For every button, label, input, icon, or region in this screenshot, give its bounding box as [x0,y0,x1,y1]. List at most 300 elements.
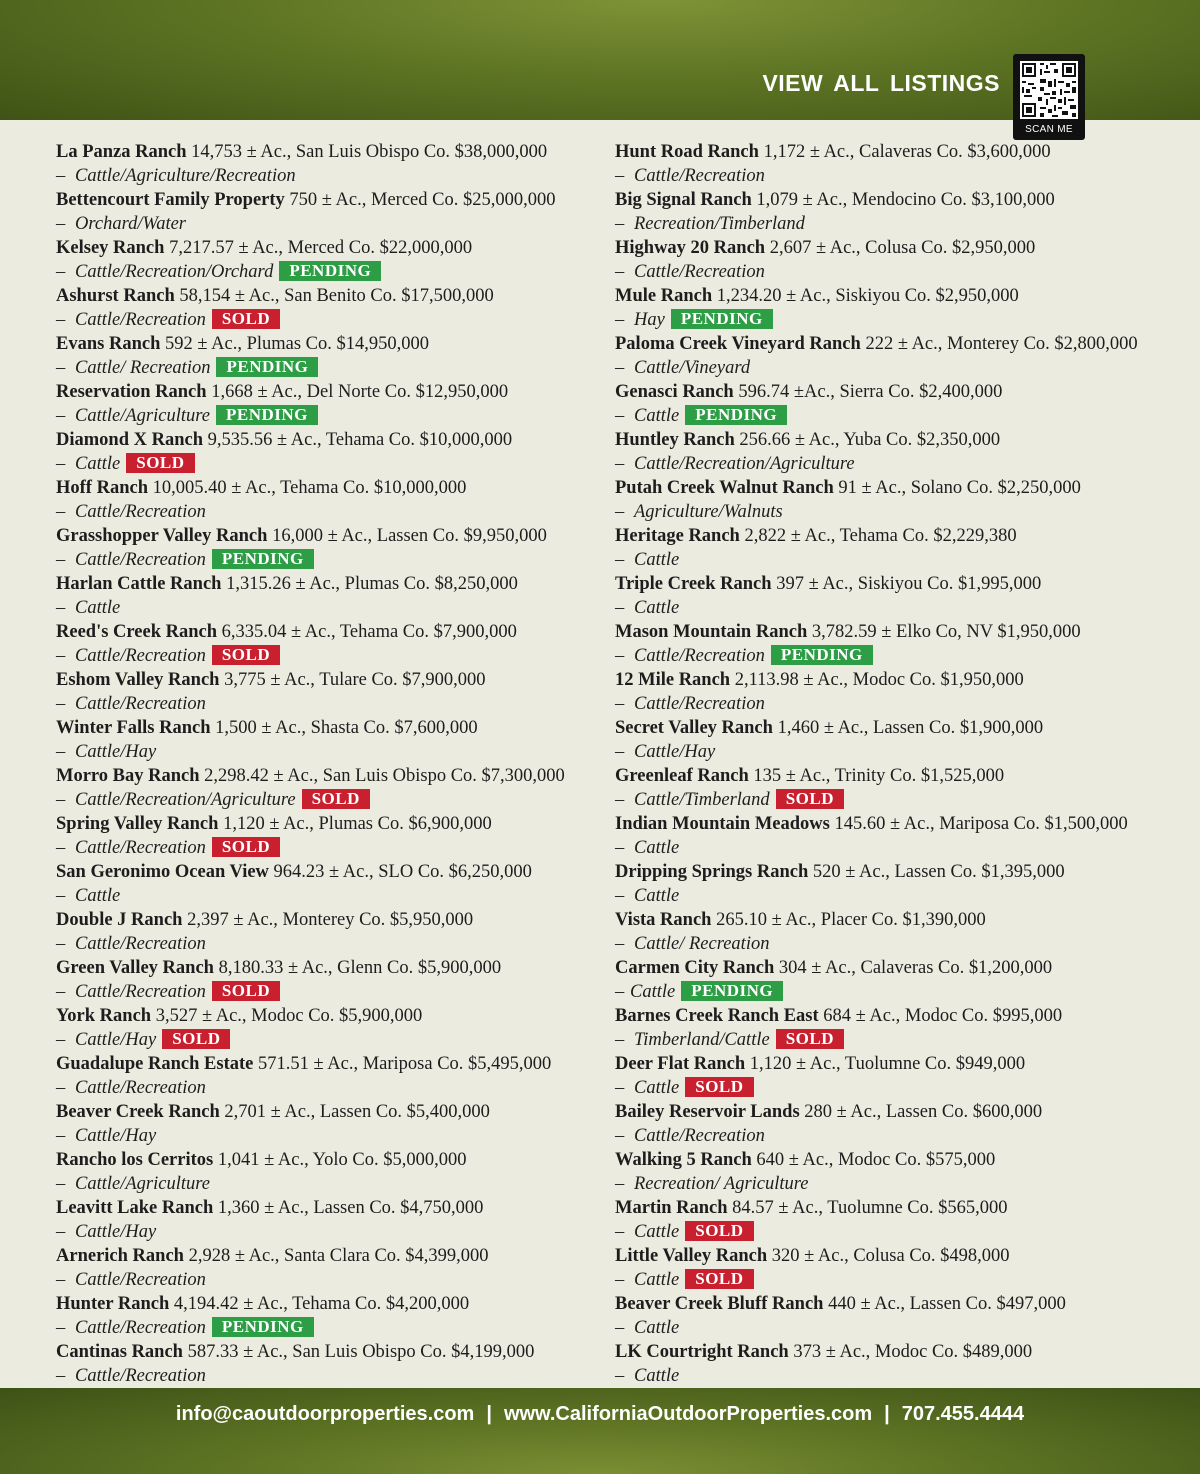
pending-badge: PENDING [212,1317,314,1337]
listing-summary [615,332,1185,356]
dash-separator: – [615,934,625,954]
dash-separator: – [56,502,66,522]
listing-summary [56,1244,601,1268]
listing-name: Walking 5 Ranch [615,1150,752,1170]
dash-separator: – [615,406,625,426]
dash-separator: – [615,1174,625,1194]
listing-uses: Orchard/Water [75,214,186,234]
listing-uses: Cattle/Hay [75,1126,157,1146]
listing-item[interactable] [615,572,1185,620]
listing-details: 91 ± Ac., Solano Co. $2,250,000 [838,478,1081,498]
listing-name: Hoff Ranch [56,478,148,498]
listing-name: Putah Creek Walnut Ranch [615,478,834,498]
listing-summary [56,1148,601,1172]
view-all-listings-title: VIEW ALL LISTINGS [762,70,1000,96]
listing-summary [56,716,601,740]
listing-name: Rancho los Cerritos [56,1150,214,1170]
dash-separator: – [615,598,625,618]
listing-name: Morro Bay Ranch [56,766,200,786]
listing-item[interactable] [615,620,1185,668]
listing-item[interactable] [56,1340,601,1388]
listing-item[interactable] [56,476,601,524]
footer-contact-bar [0,1388,1200,1474]
listing-item[interactable] [615,428,1185,476]
listing-details: 2,701 ± Ac., Lassen Co. $5,400,000 [224,1102,490,1122]
listing-item[interactable] [615,236,1185,284]
listing-uses: Hay [634,310,665,330]
listing-item[interactable] [56,1244,601,1292]
email-link[interactable]: info@caoutdoorproperties.com [175,1403,475,1425]
dash-separator: – [56,1078,66,1098]
listing-name: Eshom Valley Ranch [56,670,220,690]
listing-uses-line [615,164,1185,188]
listing-name: Triple Creek Ranch [615,574,772,594]
dash-separator: – [56,454,66,474]
listing-details: 2,822 ± Ac., Tehama Co. $2,229,380 [744,526,1017,546]
listing-item[interactable] [615,668,1185,716]
listing-item[interactable] [615,860,1185,908]
listing-summary [56,236,601,260]
listing-name: Dripping Springs Ranch [615,862,809,882]
phone-link[interactable]: 707.455.4444 [901,1403,1025,1425]
listing-summary [56,1004,601,1028]
listing-details: 58,154 ± Ac., San Benito Co. $17,500,000 [179,286,494,306]
listing-uses: Cattle [630,982,676,1002]
listing-uses: Cattle/Recreation [75,694,206,714]
listing-name: Green Valley Ranch [56,958,214,978]
listing-uses: Cattle [634,1366,680,1386]
listing-uses-line [56,644,601,668]
listing-item[interactable] [615,956,1185,1004]
listing-uses-line [615,1028,1185,1052]
listing-name: La Panza Ranch [56,142,187,162]
listing-summary [56,428,601,452]
listing-summary [615,1244,1185,1268]
listing-details: 373 ± Ac., Modoc Co. $489,000 [793,1342,1033,1362]
listing-details: 8,180.33 ± Ac., Glenn Co. $5,900,000 [218,958,502,978]
listing-uses-line [615,740,1185,764]
listing-details: 3,775 ± Ac., Tulare Co. $7,900,000 [224,670,486,690]
listing-uses: Cattle [634,1318,680,1338]
listing-uses-line [615,980,1185,1004]
listing-name: Arnerich Ranch [56,1246,184,1266]
listing-item[interactable] [56,428,601,476]
listing-uses: Cattle/Recreation [75,1078,206,1098]
listing-name: Hunter Ranch [56,1294,170,1314]
dash-separator: – [615,358,625,378]
listing-uses-line [615,452,1185,476]
listing-summary [56,1196,601,1220]
dash-separator: – [615,214,625,234]
listing-uses: Cattle/Recreation [75,982,206,1002]
listing-uses: Cattle/Timberland [634,790,770,810]
dash-separator: – [56,934,66,954]
listing-uses-line [56,452,601,476]
sold-badge: SOLD [685,1221,753,1241]
listing-uses-line [615,548,1185,572]
listing-details: 9,535.56 ± Ac., Tehama Co. $10,000,000 [207,430,513,450]
listing-uses-line [56,1028,601,1052]
listing-details: 1,120 ± Ac., Tuolumne Co. $949,000 [749,1054,1026,1074]
listing-item[interactable] [56,908,601,956]
listing-summary [615,572,1185,596]
listing-name: San Geronimo Ocean View [56,862,269,882]
dash-separator: – [615,1222,625,1242]
dash-separator: – [615,1078,625,1098]
listing-name: Big Signal Ranch [615,190,752,210]
listing-details: 440 ± Ac., Lassen Co. $497,000 [828,1294,1066,1314]
listing-uses-line [615,692,1185,716]
listing-uses-line [56,1172,601,1196]
listing-uses-line [56,164,601,188]
listing-uses: Cattle/Vineyard [634,358,751,378]
listing-uses-line [56,596,601,620]
listing-item[interactable] [615,1148,1185,1196]
listing-name: Kelsey Ranch [56,238,165,258]
dash-separator: – [56,838,66,858]
listing-details: 280 ± Ac., Lassen Co. $600,000 [804,1102,1043,1122]
listing-uses-line [56,788,601,812]
listing-item[interactable] [615,908,1185,956]
listing-uses: Cattle/Hay [75,1030,157,1050]
listing-item[interactable] [56,524,601,572]
listing-name: Deer Flat Ranch [615,1054,746,1074]
listing-item[interactable] [56,1052,601,1100]
listing-uses: Cattle [634,1270,680,1290]
listing-name: Winter Falls Ranch [56,718,211,738]
listing-name: Grasshopper Valley Ranch [56,526,268,546]
dash-separator: – [615,1030,625,1050]
listing-name: Double J Ranch [56,910,183,930]
listing-summary [56,1052,601,1076]
listing-item[interactable] [56,140,601,188]
listing-uses: Cattle/Hay [634,742,716,762]
listing-name: Mason Mountain Ranch [615,622,808,642]
listing-uses-line [56,260,601,284]
listing-uses: Cattle/Recreation [634,262,765,282]
website-link[interactable]: www.CaliforniaOutdoorProperties.com [503,1403,873,1425]
listing-details: 7,217.57 ± Ac., Merced Co. $22,000,000 [169,238,473,258]
listing-uses: Cattle [634,550,680,570]
listing-item[interactable] [56,1292,601,1340]
dash-separator: – [615,502,625,522]
listing-name: Paloma Creek Vineyard Ranch [615,334,861,354]
listing-details: 135 ± Ac., Trinity Co. $1,525,000 [753,766,1005,786]
sold-badge: SOLD [302,789,370,809]
listing-summary [615,812,1185,836]
listing-details: 2,298.42 ± Ac., San Luis Obispo Co. $7,300,000 [204,766,565,786]
listing-details: 587.33 ± Ac., San Luis Obispo Co. $4,199,000 [187,1342,535,1362]
listing-details: 1,460 ± Ac., Lassen Co. $1,900,000 [777,718,1044,738]
listing-name: Leavitt Lake Ranch [56,1198,214,1218]
listing-summary [56,908,601,932]
listing-item[interactable] [615,332,1185,380]
listing-item[interactable] [56,236,601,284]
dash-separator: – [56,550,66,570]
listing-uses: Cattle [634,1078,680,1098]
listing-item[interactable] [615,716,1185,764]
listing-uses-line [56,356,601,380]
listing-uses: Cattle/Hay [75,742,157,762]
listing-uses-line [615,260,1185,284]
listing-details: 256.66 ± Ac., Yuba Co. $2,350,000 [739,430,1001,450]
listing-details: 2,928 ± Ac., Santa Clara Co. $4,399,000 [188,1246,489,1266]
listing-uses: Cattle [634,1222,680,1242]
listing-uses: Cattle [634,406,680,426]
sold-badge: SOLD [776,789,844,809]
listing-item[interactable] [615,140,1185,188]
listing-name: Indian Mountain Meadows [615,814,830,834]
qr-code-button[interactable] [1013,54,1085,140]
listing-name: LK Courtright Ranch [615,1342,789,1362]
listing-item[interactable] [56,860,601,908]
listing-uses-line [56,1316,601,1340]
listing-uses: Cattle [75,598,121,618]
pending-badge: PENDING [216,405,318,425]
dash-separator: – [56,166,66,186]
listing-item[interactable] [56,956,601,1004]
listing-item[interactable] [615,1052,1185,1100]
listing-item[interactable] [56,668,601,716]
listing-summary [56,956,601,980]
pending-badge: PENDING [212,549,314,569]
listing-details: 640 ± Ac., Modoc Co. $575,000 [756,1150,996,1170]
listing-details: 592 ± Ac., Plumas Co. $14,950,000 [164,334,430,354]
listing-uses: Cattle [634,838,680,858]
listing-uses-line [56,980,601,1004]
listing-uses-line [56,1124,601,1148]
dash-separator: – [56,1318,66,1338]
listing-summary [615,1340,1185,1364]
listing-uses-line [615,1172,1185,1196]
sold-badge: SOLD [685,1077,753,1097]
listing-summary [56,860,601,884]
listings-column-left [56,140,601,1388]
listing-uses-line [56,1220,601,1244]
listing-name: 12 Mile Ranch [615,670,731,690]
listing-item[interactable] [56,1196,601,1244]
listing-uses-line [615,1220,1185,1244]
listing-item[interactable] [56,812,601,860]
listing-summary [615,860,1185,884]
listing-summary [615,380,1185,404]
listing-details: 84.57 ± Ac., Tuolumne Co. $565,000 [732,1198,1008,1218]
listing-uses: Cattle/Agriculture/Recreation [75,166,296,186]
listing-summary [56,1100,601,1124]
listing-uses-line [56,932,601,956]
listing-details: 684 ± Ac., Modoc Co. $995,000 [823,1006,1063,1026]
listing-name: Reservation Ranch [56,382,207,402]
listing-item[interactable] [56,1100,601,1148]
listing-item[interactable] [615,1004,1185,1052]
pending-badge: PENDING [216,357,318,377]
listing-item[interactable] [615,764,1185,812]
listing-details: 397 ± Ac., Siskiyou Co. $1,995,000 [776,574,1042,594]
listing-item[interactable] [615,1196,1185,1244]
listing-summary [56,140,601,164]
listing-summary [56,476,601,500]
listing-uses-line [615,404,1185,428]
dash-separator: – [615,646,625,666]
listing-uses-line [615,644,1185,668]
listing-name: Diamond X Ranch [56,430,203,450]
listing-item[interactable] [56,332,601,380]
listing-uses-line [615,932,1185,956]
listing-uses-line [615,884,1185,908]
listing-item[interactable] [56,1148,601,1196]
listing-name: Carmen City Ranch [615,958,775,978]
pending-badge: PENDING [671,309,773,329]
listing-name: Heritage Ranch [615,526,740,546]
listing-details: 596.74 ±Ac., Sierra Co. $2,400,000 [738,382,1003,402]
listing-name: Barnes Creek Ranch East [615,1006,819,1026]
listing-uses: Cattle/Recreation [634,1126,765,1146]
listing-uses: Cattle/Recreation [75,1270,206,1290]
dash-separator: – [56,1366,66,1386]
listing-uses-line [56,500,601,524]
listing-details: 520 ± Ac., Lassen Co. $1,395,000 [812,862,1065,882]
listing-item[interactable] [615,188,1185,236]
listing-uses: Cattle/Recreation [75,310,206,330]
pending-badge: PENDING [681,981,783,1001]
listing-summary [56,668,601,692]
dash-separator: – [56,262,66,282]
sold-badge: SOLD [126,453,194,473]
listing-uses-line [615,308,1185,332]
listing-item[interactable] [615,476,1185,524]
listing-item[interactable] [56,620,601,668]
listing-item[interactable] [615,524,1185,572]
listing-uses: Cattle/ Recreation [634,934,770,954]
listing-name: Highway 20 Ranch [615,238,766,258]
listing-summary [615,188,1185,212]
listing-uses-line [615,788,1185,812]
listing-uses: Cattle/Recreation [75,934,206,954]
listing-summary [56,284,601,308]
listing-uses-line [56,884,601,908]
listing-uses-line [56,1076,601,1100]
dash-separator: – [56,406,66,426]
listing-details: 16,000 ± Ac., Lassen Co. $9,950,000 [272,526,547,546]
listing-details: 1,360 ± Ac., Lassen Co. $4,750,000 [217,1198,484,1218]
listing-uses-line [615,212,1185,236]
listing-item[interactable] [56,716,601,764]
dash-separator: – [56,742,66,762]
sold-badge: SOLD [212,837,280,857]
listing-summary [615,956,1185,980]
listing-summary [615,620,1185,644]
listing-item[interactable] [56,188,601,236]
dash-separator: – [56,982,66,1002]
dash-separator: – [615,1270,625,1290]
listing-uses-line [615,1124,1185,1148]
pending-badge: PENDING [771,645,873,665]
listing-item[interactable] [615,380,1185,428]
sold-badge: SOLD [685,1269,753,1289]
listing-summary [615,236,1185,260]
listing-details: 320 ± Ac., Colusa Co. $498,000 [771,1246,1010,1266]
listing-summary [56,332,601,356]
listing-name: Cantinas Ranch [56,1342,183,1362]
listing-details: 1,234.20 ± Ac., Siskiyou Co. $2,950,000 [716,286,1019,306]
listing-summary [615,1148,1185,1172]
listing-uses-line [615,1268,1185,1292]
listing-details: 222 ± Ac., Monterey Co. $2,800,000 [865,334,1138,354]
listing-summary [615,1292,1185,1316]
listing-item[interactable] [56,380,601,428]
listing-item[interactable] [56,284,601,332]
listing-item[interactable] [56,572,601,620]
listing-details: 3,782.59 ± Elko Co, NV $1,950,000 [811,622,1081,642]
listing-name: Little Valley Ranch [615,1246,768,1266]
listing-uses: Cattle [634,598,680,618]
listing-details: 2,113.98 ± Ac., Modoc Co. $1,950,000 [734,670,1024,690]
listing-uses: Cattle/ Recreation [75,358,211,378]
listing-details: 571.51 ± Ac., Mariposa Co. $5,495,000 [258,1054,552,1074]
listing-details: 2,607 ± Ac., Colusa Co. $2,950,000 [769,238,1036,258]
qr-code-icon [1020,61,1078,119]
listing-summary [615,908,1185,932]
listing-details: 14,753 ± Ac., San Luis Obispo Co. $38,000,000 [191,142,548,162]
listing-summary [56,620,601,644]
dash-separator: – [615,1126,625,1146]
listing-item[interactable] [615,1244,1185,1292]
listing-uses: Cattle [634,886,680,906]
pending-badge: PENDING [279,261,381,281]
listing-uses: Cattle/Recreation [75,838,206,858]
listing-uses-line [56,836,601,860]
dash-separator: – [56,694,66,714]
listing-details: 10,005.40 ± Ac., Tehama Co. $10,000,000 [152,478,467,498]
listing-item[interactable] [56,1004,601,1052]
listing-uses: Cattle/Recreation [634,166,765,186]
sold-badge: SOLD [212,309,280,329]
listing-details: 1,120 ± Ac., Plumas Co. $6,900,000 [223,814,492,834]
dash-separator: – [56,358,66,378]
listing-item[interactable] [615,1100,1185,1148]
listing-item[interactable] [615,812,1185,860]
dash-separator: – [615,310,625,330]
listing-details: 2,397 ± Ac., Monterey Co. $5,950,000 [187,910,474,930]
listing-summary [615,764,1185,788]
listing-name: Secret Valley Ranch [615,718,773,738]
header-banner [0,0,1200,135]
sold-badge: SOLD [212,981,280,1001]
listing-details: 265.10 ± Ac., Placer Co. $1,390,000 [716,910,986,930]
listing-uses-line [56,1364,601,1388]
listing-item[interactable] [56,764,601,812]
sold-badge: SOLD [212,645,280,665]
listing-uses: Cattle/Recreation [75,502,206,522]
listing-uses: Agriculture/Walnuts [634,502,783,522]
listing-name: Reed's Creek Ranch [56,622,218,642]
dash-separator: – [56,1270,66,1290]
listing-details: 1,668 ± Ac., Del Norte Co. $12,950,000 [211,382,509,402]
listing-summary [615,668,1185,692]
listing-summary [615,140,1185,164]
listing-item[interactable] [615,1292,1185,1340]
listing-uses-line [56,404,601,428]
listing-item[interactable] [615,284,1185,332]
dash-separator: – [615,694,625,714]
listing-item[interactable] [615,1340,1185,1388]
dash-separator: – [615,1318,625,1338]
listing-uses: Cattle/Recreation [75,550,206,570]
listing-name: Martin Ranch [615,1198,728,1218]
listing-summary [615,428,1185,452]
listing-details: 1,500 ± Ac., Shasta Co. $7,600,000 [215,718,478,738]
footer-separator: | [884,1403,890,1425]
